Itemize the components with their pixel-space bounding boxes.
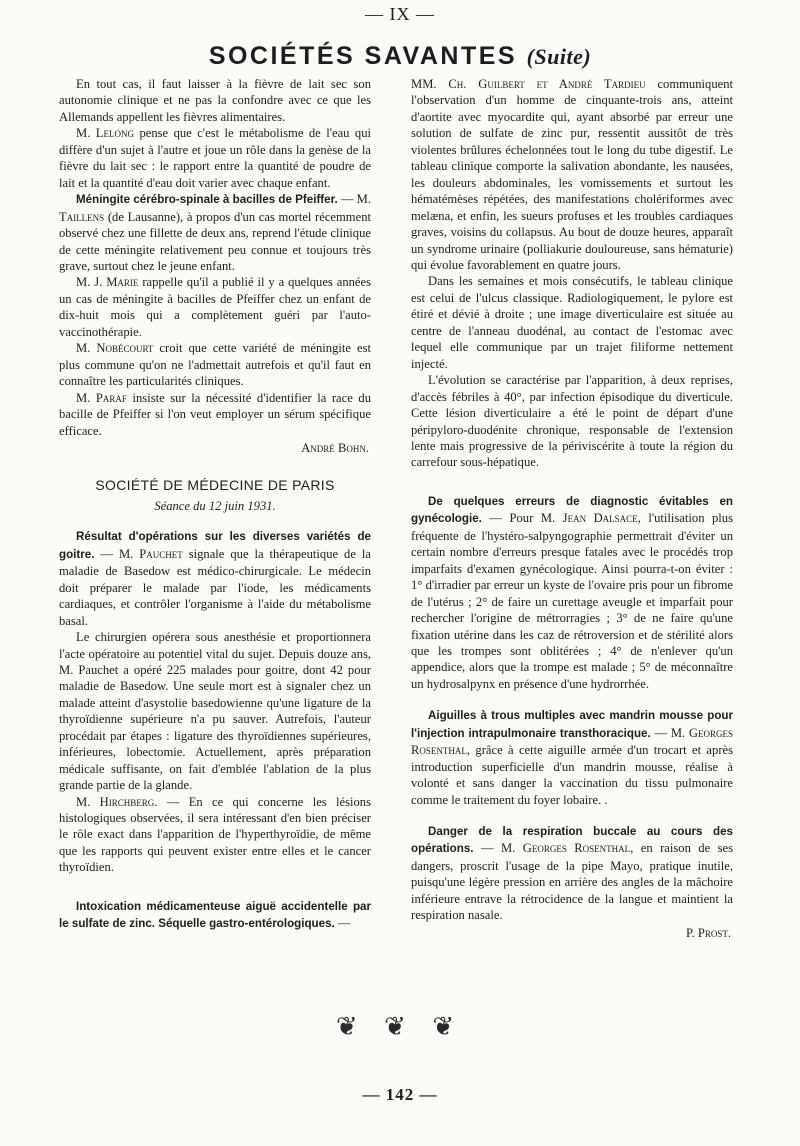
paragraph-respiration bbox=[411, 823, 733, 924]
article-heading: Danger de la respiration buccale au cours des opérations. bbox=[411, 825, 733, 856]
author-name: M. Pauchet bbox=[118, 546, 183, 561]
spacer bbox=[59, 876, 371, 898]
dash: — bbox=[473, 841, 501, 856]
decorative-ornament-icon: ❦ ❦ ❦ bbox=[335, 1012, 465, 1041]
paragraph-text: croit que cette variété de méningite est plus commune qu'on ne l'admettait autrefois et qu'il faut en connaître les particularités cliniques. bbox=[59, 341, 371, 389]
signature-bohn: André Bohn. bbox=[301, 440, 369, 455]
title-suite: (Suite) bbox=[526, 44, 592, 69]
roman-page-numeral: — IX — bbox=[365, 4, 435, 24]
spacer bbox=[411, 471, 733, 493]
seance-date: Séance du 12 juin 1931. bbox=[154, 498, 276, 513]
article-heading: Méningite cérébro-spinale à bacilles de Pfeiffer. bbox=[76, 193, 338, 207]
signature-prost: P. Prost. bbox=[685, 925, 731, 940]
page-number: — 142 — bbox=[362, 1085, 438, 1104]
paragraph-text: , grâce à cette aiguille armée d'un trocart et après introduction superficielle d'un mandrin mousse, réalise à volonté et sans danger la vaccination du tissu pulmonaire comme le traitement du foyer lobaire. . bbox=[411, 743, 733, 807]
article-heading: Aiguilles à trous multiples avec mandrin mousse pour l'injection intrapulmonaire transthoracique. bbox=[411, 709, 733, 740]
article-heading: De quelques erreurs de diagnostic évitables en gynécologie. bbox=[411, 494, 733, 526]
author-name: M. Georges Rosenthal bbox=[500, 841, 631, 856]
article-heading: Résultat d'opérations sur les diverses variétés de goitre. bbox=[59, 530, 371, 561]
author-name: M. Lelong bbox=[76, 126, 134, 141]
page-title bbox=[0, 42, 800, 71]
paragraph-text: insiste sur la nécessité d'identifier la race du bacille de Pfeiffer si l'on veut employer un sérum spécifique efficace. bbox=[59, 390, 371, 438]
article-heading: Intoxication médicamenteuse aiguë accidentelle par le sulfate de zinc. Séquelle gastro-entérologiques. bbox=[59, 899, 371, 931]
paragraph-aiguilles bbox=[411, 707, 733, 808]
author-name: M. Paraf bbox=[76, 390, 127, 405]
paragraph-intoxication bbox=[59, 898, 371, 933]
author-name: M. Nobécourt bbox=[76, 341, 154, 356]
paragraph-gynecologie bbox=[411, 493, 733, 692]
paragraph-text: — En ce qui concerne les lésions histologiques observées, il sera intéressant d'en bien préciser le rôle exact dans l'apparition de l'hyperthyroïdie, de même que les rapports qui peuvent exister entre elles et le cancer thyroïdien. bbox=[59, 794, 372, 875]
dash: — bbox=[94, 546, 119, 561]
paragraph-text: (de Lausanne), à propos d'un cas mortel récemment observé chez une fillette de deux ans, reprend l'étude clinique de cette méningite relativement peu connue et toujours très grave, surtout chez le jeune enfant. bbox=[59, 209, 371, 273]
paragraph-text: , l'utilisation plus fréquente de l'hystéro-salpyngographie permettrait d'éviter un certain nombre d'erreurs presque fatales avec le procédés trop imparfaits d'examen gynécologique. Ainsi pourra-t-on éviter : 1° d'irradier par erreur un kyste de l'ovaire pris pour un fibrome de l'utérus ; 2° de faire un curettage aveugle et imparfait pour rechercher l'origine de métrorragies ; 3° de ne faire qu'une fixation utérine dans les caz de rétroversion et de stérilité alors que les trompes sont oblitérées ; 4° de n'enlever qu'un appendice, alors que la trompe est malade ; 5° de méconnaître un hydrosalpynx en présence d'une hydrorrhée. bbox=[411, 511, 733, 691]
dash: — bbox=[334, 916, 351, 931]
right-column bbox=[411, 76, 733, 941]
paragraph-hirchberg bbox=[59, 794, 371, 876]
dash: — bbox=[650, 725, 671, 740]
spacer bbox=[411, 808, 733, 823]
paragraph-guilbert-tardieu bbox=[411, 76, 733, 273]
paragraph-text: communiquent l'observation d'un homme de cinquante-trois ans, atteint d'aortite avec myocardite qui, ayant absorbé par erreur une solution de sulfate de zinc pur, ressentit aussitôt de très violentes brûlures échelonnées tout le long du tube digestif. Le tableau clinique comporte la salivation abondante, les nausées, les douleurs abdominales, les vomissements et surtout les hématémèses répétées, des manifestations cholériformes avec melæna, et enfin, les sueurs profuses et les troubles cardiaques graves, voisins du collapsus. Au bout de douze heures, apparaît un syndrome urinaire (polliakurie douloureuse, sans hématurie) qui évolue favorablement en quatre jours. bbox=[411, 77, 733, 272]
paragraph-fievre-lait: En tout cas, il faut laisser à la fièvre de lait sec son autonomie clinique et ne pas la confondre avec ce que les Allemands appellent les fièvres alimentaires. bbox=[59, 77, 371, 124]
paragraph-chirurgien: Le chirurgien opérera sous anesthésie et proportionnera l'acte opératoire au potentiel vital du sujet. Depuis douze ans, M. Pauchet a opéré 225 malades pour goitre, dont 42 pour maladie de Basedow. Une seule mort est à signaler chez un malade atteint d'asystolie basedowienne qu'une ligature de la thyroïdienne supérieure n'a pu sauver. Autrefois, l'auteur procédait par étapes : ligature des thyroïdiennes supérieures, inférieures, lobectomie. Actuellement, après préparation médicale suffisante, on fait d'emblée l'ablation de la plus grande partie de la glande. bbox=[59, 630, 371, 793]
paragraph-meningite bbox=[59, 191, 371, 274]
paragraph-evolution: L'évolution se caractérise par l'apparition, à deux reprises, d'accès fébriles à 40°, par infection épisodique du diverticule. Cette lésion diverticulaire a été le point de départ d'une péripyloro-duodénite chronique, responsable de l'extension lente mais progressive de la périviscérite à toute la région du carrefour sous-hépatique. bbox=[411, 373, 733, 470]
paragraph-lelong bbox=[59, 125, 371, 191]
paragraph-nobecourt bbox=[59, 340, 371, 389]
title-text: SOCIÉTÉS SAVANTES bbox=[208, 42, 518, 70]
author-name: MM. Ch. Guilbert et André Tardieu bbox=[411, 77, 646, 91]
author-name: M. Georges Rosenthal bbox=[411, 725, 733, 758]
paragraph-text: , en raison de ses dangers, proscrit l'usage de la pipe Mayo, pratique inutile, puisqu'une légère pression en arrière des angles de la mâchoire inférieure entrave la rétrocidence de la langue et maintient la respiration nasale. bbox=[411, 841, 734, 923]
paragraph-goitre bbox=[59, 528, 371, 629]
paragraph-text: pense que c'est le métabolisme de l'eau qui diffère d'un sujet à l'autre et joue un rôle dans la genèse de la fièvre du lait sec : le rapport entre la quantité de poudre de lait et la quantité d'eau doit varier avec chaque enfant. bbox=[59, 126, 372, 190]
author-name: M. J. Marie bbox=[76, 275, 139, 290]
paragraph-marie bbox=[59, 274, 371, 340]
paragraph-text: rappelle qu'il a publié il y a quelques années un cas de méningite à bacilles de Pfeiffer chez un enfant de dix-huit mois qui a complètement guéri par l'auto-vaccinothérapie. bbox=[59, 275, 372, 339]
left-column bbox=[59, 76, 371, 933]
author-name: M. Hirchberg. bbox=[76, 794, 158, 809]
author-name: M. Taillens bbox=[59, 192, 371, 224]
dash: — Pour bbox=[481, 511, 541, 526]
paragraph-paraf bbox=[59, 390, 371, 439]
section-title: SOCIÉTÉ DE MÉDECINE DE PARIS bbox=[95, 477, 335, 494]
paragraph-text: signale que la thérapeutique de la maladie de Basedow est médico-chirurgicale. Le médecin doit préparer le malade par l'iode, les médicaments cardiaques, et contrôler l'organisme à l'aide du métabolisme basal. bbox=[59, 546, 371, 628]
dash: — bbox=[337, 192, 357, 207]
spacer bbox=[411, 692, 733, 707]
author-name: M. Jean Dalsace bbox=[540, 511, 638, 526]
paragraph-semaines: Dans les semaines et mois consécutifs, le tableau clinique est celui de l'ulcus classique. Radiologiquement, le pylore est étiré et dévié à droite ; une image diverticulaire est située au centre de l'anneau duodénal, au contact de l'estomac avec lequel elle communique par un trajet filiforme nettement injecté. bbox=[411, 274, 733, 371]
